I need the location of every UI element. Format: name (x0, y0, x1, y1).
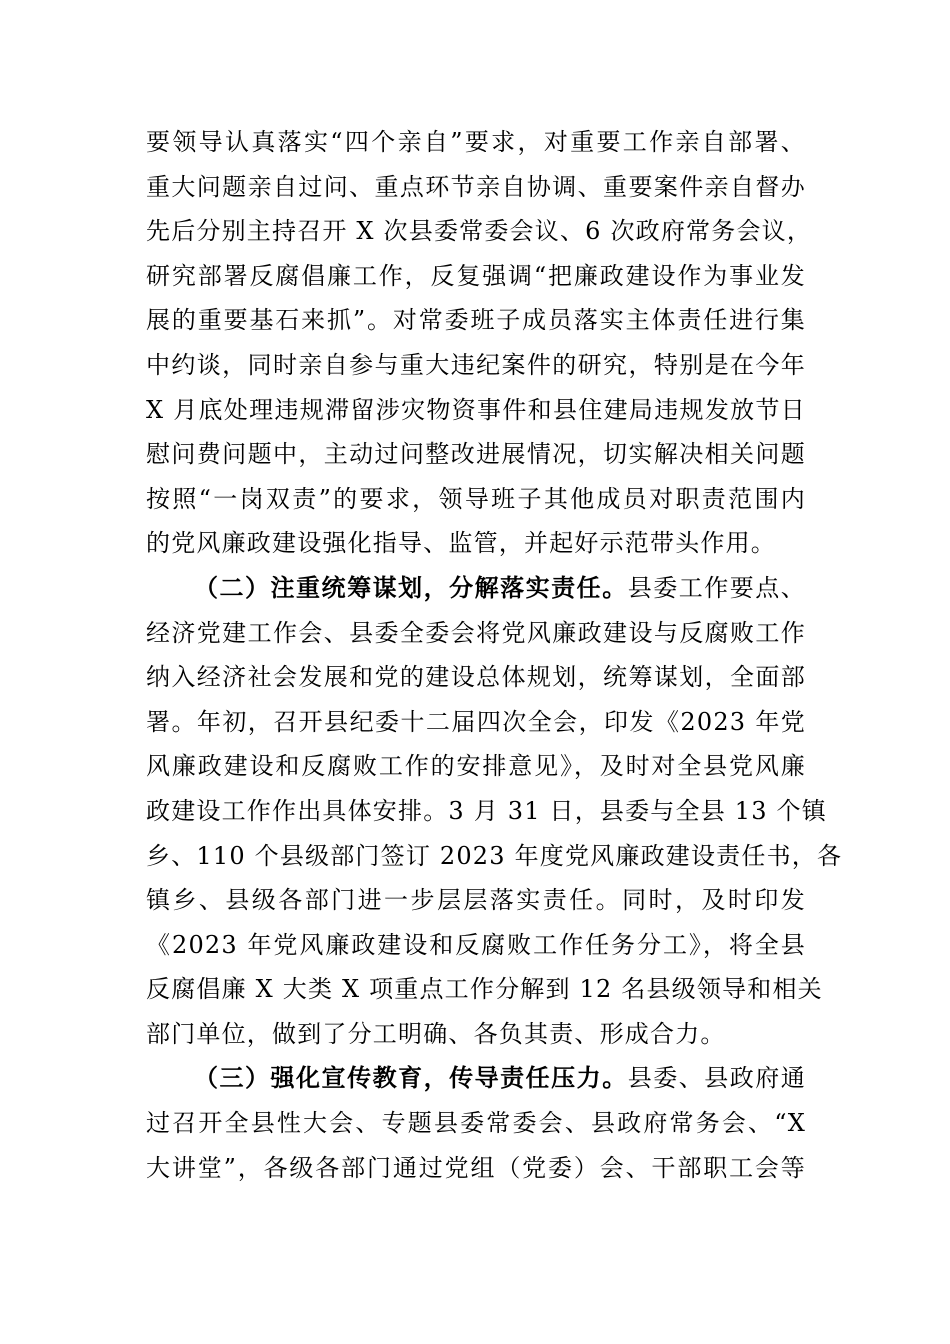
paragraph-2-line-9: 《2023 年党风廉政建设和反腐败工作任务分工》，将全县 (146, 930, 806, 959)
paragraph-2-line-5: 风廉政建设和反腐败工作的安排意见》，及时对全县党风廉 (146, 752, 806, 781)
paragraph-1-line-10: 的党风廉政建设强化指导、监管，并起好示范带头作用。 (146, 529, 776, 558)
paragraph-2-line-10: 反腐倡廉 X 大类 X 项重点工作分解到 12 名县级领导和相关 (146, 975, 823, 1004)
paragraph-2-line-6: 政建设工作作出具体安排。3 月 31 日，县委与全县 13 个镇 (146, 796, 827, 825)
paragraph-1-line-9: 按照“一岗双责”的要求，领导班子其他成员对职责范围内 (146, 484, 806, 513)
paragraph-2-line-8: 镇乡、县级各部门进一步层层落实责任。同时，及时印发 (146, 886, 806, 915)
paragraph-1-line-6: 中约谈，同时亲自参与重大违纪案件的研究，特别是在今年 (146, 350, 806, 379)
paragraph-2-line-11: 部门单位，做到了分工明确、各负其责、形成合力。 (146, 1019, 726, 1048)
paragraph-3-heading: （三）强化宣传教育，传导责任压力。 (194, 1063, 628, 1093)
paragraph-2-heading: （二）注重统筹谋划，分解落实责任。 (194, 572, 628, 602)
paragraph-2-line-2: 经济党建工作会、县委全委会将党风廉政建设与反腐败工作 (146, 618, 806, 647)
paragraph-3-first-line (146, 1056, 806, 1101)
paragraph-2-first-line (146, 566, 806, 611)
paragraph-1-line-3: 先后分别主持召开 X 次县委常委会议、6 次政府常务会议， (146, 217, 813, 246)
paragraph-1-line-4: 研究部署反腐倡廉工作，反复强调“把廉政建设作为事业发 (146, 261, 806, 290)
paragraph-1-line-2: 重大问题亲自过问、重点环节亲自协调、重要案件亲自督办 (146, 172, 806, 201)
paragraph-2-line-7: 乡、110 个县级部门签订 2023 年度党风廉政建设责任书，各 (146, 841, 843, 870)
paragraph-1-line-1: 要领导认真落实“四个亲自”要求，对重要工作亲自部署、 (146, 128, 806, 156)
paragraph-3-first-line-text: 县委、县政府通 (627, 1064, 806, 1093)
paragraph-3-line-3: 大讲堂”，各级各部门通过党组（党委）会、干部职工会等 (146, 1153, 806, 1182)
paragraph-1-line-5: 展的重要基石来抓”。对常委班子成员落实主体责任进行集 (146, 306, 806, 335)
paragraph-2-first-line-text: 县委工作要点、 (627, 573, 806, 602)
paragraph-2-line-3: 纳入经济社会发展和党的建设总体规划，统筹谋划，全面部 (146, 663, 806, 692)
paragraph-2-line-4: 署。年初，召开县纪委十二届四次全会，印发《2023 年党 (146, 707, 806, 736)
paragraph-1-line-7: X 月底处理违规滞留涉灾物资事件和县住建局违规发放节日 (146, 395, 806, 424)
paragraph-1-line-8: 慰问费问题中，主动过问整改进展情况，切实解决相关问题 (146, 440, 806, 469)
paragraph-3-line-2: 过召开全县性大会、专题县委常委会、县政府常务会、“X (146, 1109, 806, 1138)
body-text (146, 120, 843, 1190)
